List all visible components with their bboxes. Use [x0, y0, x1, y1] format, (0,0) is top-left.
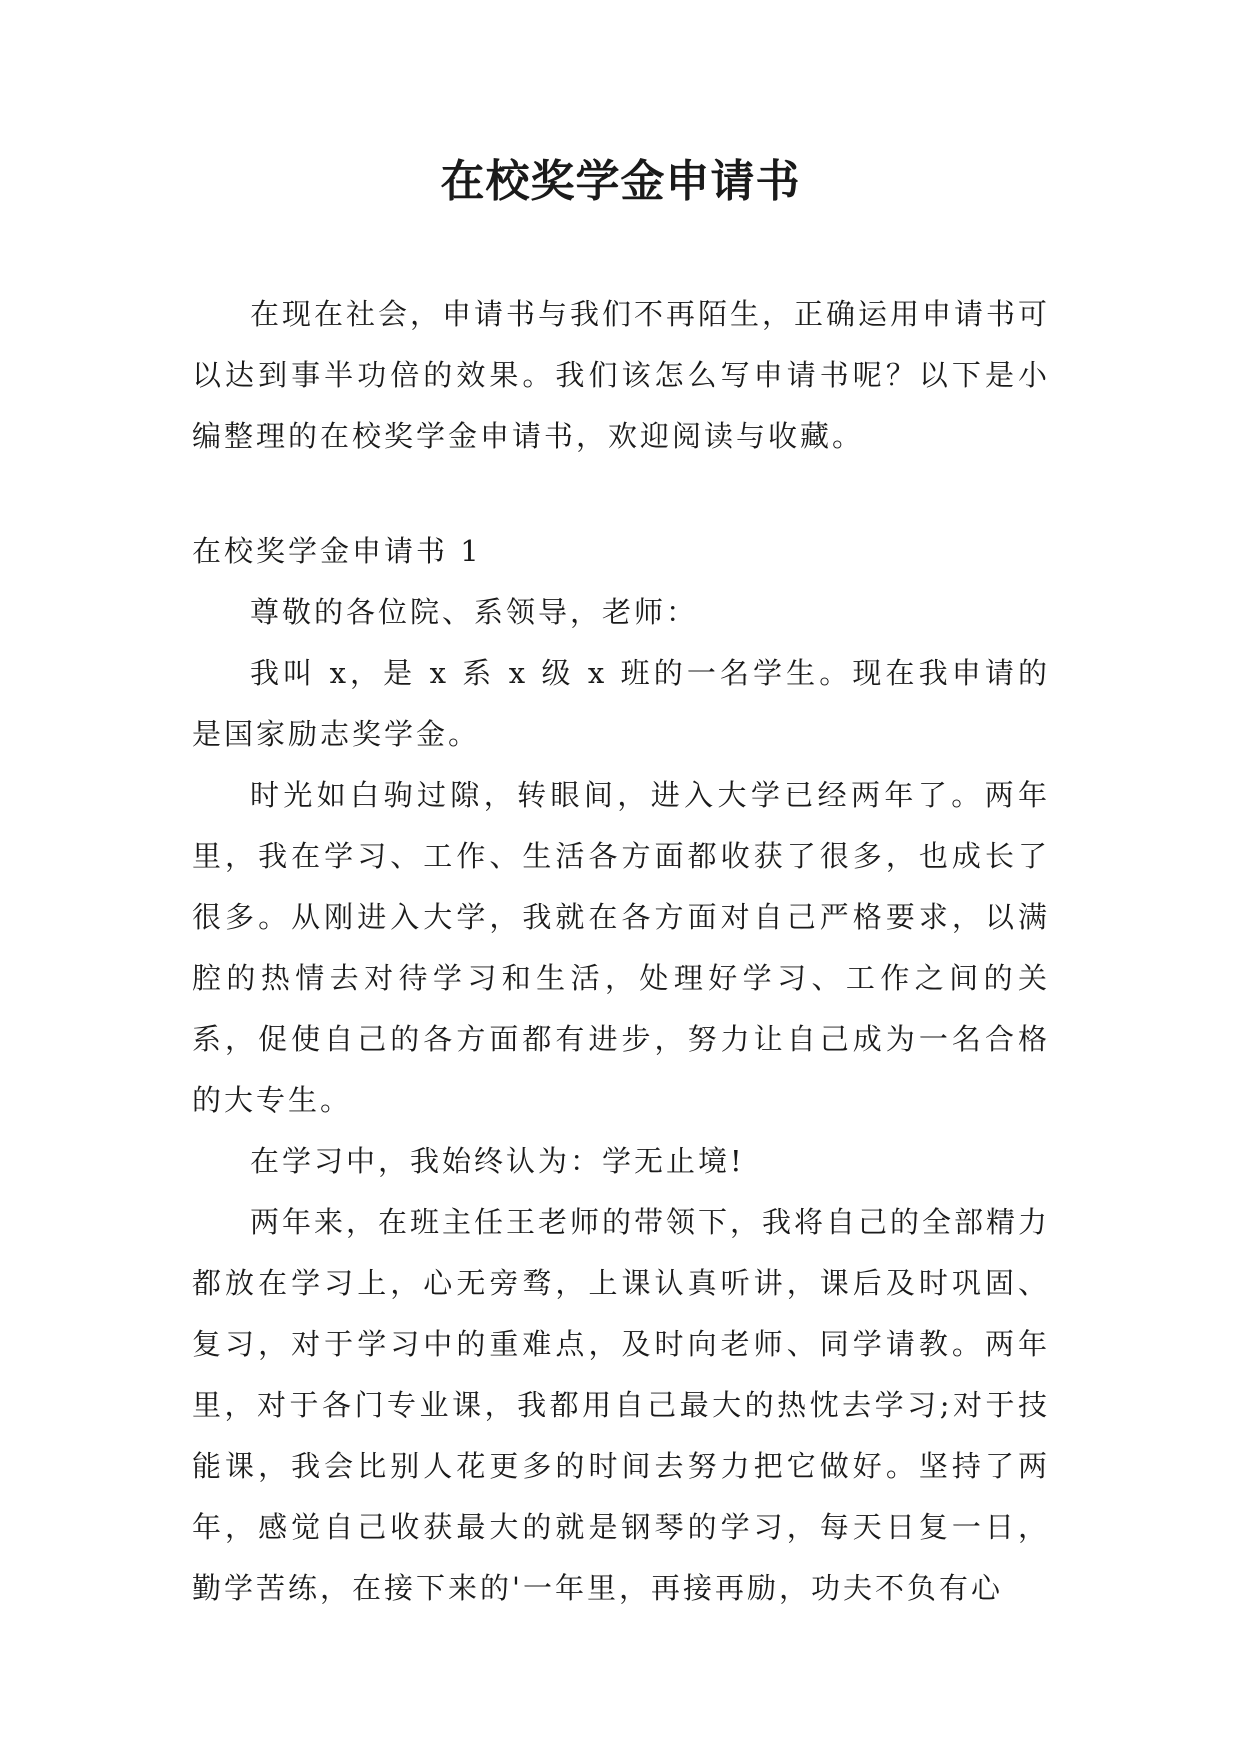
body-paragraph: 在学习中，我始终认为：学无止境!	[250, 1144, 745, 1178]
body-paragraph: 我叫 x，是 x 系 x 级 x 班的一名学生。现在我申请的是国家励志奖学金。	[192, 656, 1050, 751]
section-heading: 在校奖学金申请书 1	[192, 534, 482, 568]
section-block	[192, 521, 1050, 1619]
intro-paragraph: 在现在社会，申请书与我们不再陌生，正确运用申请书可以达到事半功倍的效果。我们该怎么写申请书呢？以下是小编整理的在校奖学金申请书，欢迎阅读与收藏。	[192, 297, 1051, 453]
salutation-paragraph: 尊敬的各位院、系领导，老师：	[250, 595, 699, 629]
body-paragraph: 两年来，在班主任王老师的带领下，我将自己的全部精力都放在学习上，心无旁骛，上课认真听讲，课后及时巩固、复习，对于学习中的重难点，及时向老师、同学请教。两年里，对于各门专业课，我都用自己最大的热忱去学习;对于技能课，我会比别人花更多的时间去努力把它做好。坚持了两年，感觉自己收获最大的就是钢琴的学习，每天日复一日，勤学苦练，在接下来的'一年里，再接再励，功夫不负有心	[192, 1205, 1051, 1605]
intro-block	[192, 284, 1050, 467]
document-title: 在校奖学金申请书	[440, 156, 801, 207]
body-paragraph: 时光如白驹过隙，转眼间，进入大学已经两年了。两年里，我在学习、工作、生活各方面都收获了很多，也成长了很多。从刚进入大学，我就在各方面对自己严格要求，以满腔的热情去对待学习和生活，处理好学习、工作之间的关系，促使自己的各方面都有进步，努力让自己成为一名合格的大专生。	[192, 778, 1050, 1117]
